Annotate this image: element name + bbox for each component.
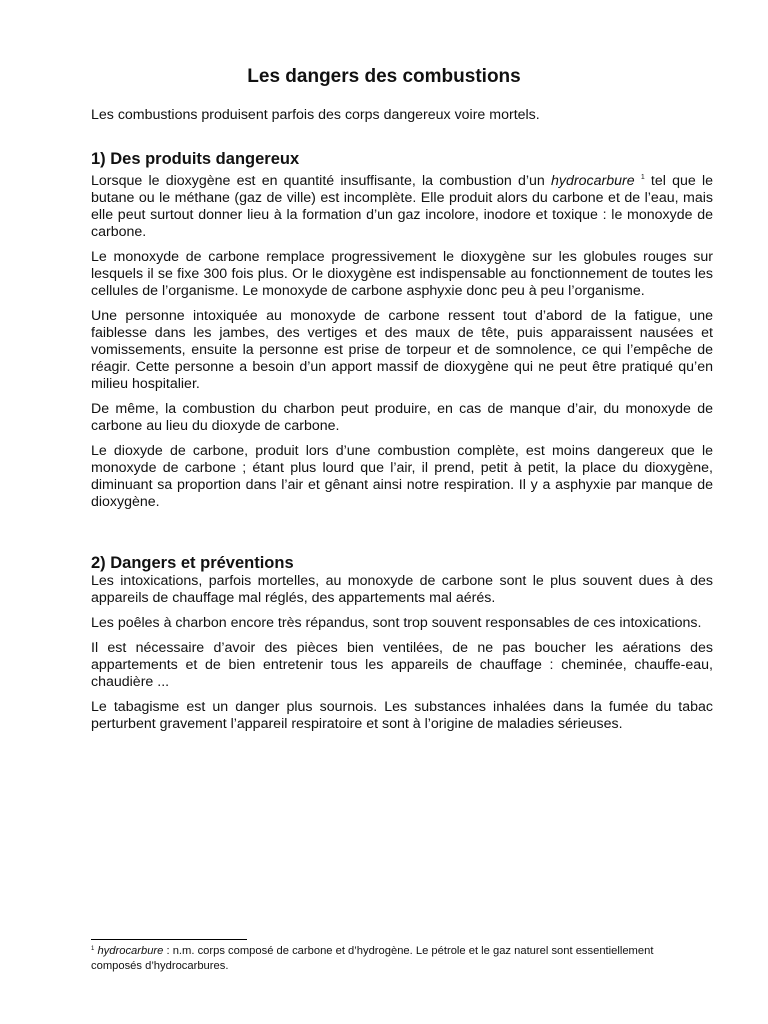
section-heading: 2) Dangers et préventions <box>91 554 294 572</box>
footnote-number: 1 <box>91 946 95 952</box>
glossary-term: hydrocarbure <box>551 173 635 189</box>
paragraph <box>91 169 713 241</box>
section-dangerous-products <box>91 150 713 519</box>
section-heading: 1) Des produits dangereux <box>91 150 300 168</box>
paragraph-text: Lorsque le dioxygène est en quantité insuffisante, la combustion d’un <box>91 173 551 189</box>
paragraph-text: tel que le butane ou le méthane (gaz de ville) est incomplète. Elle produit alors du carbone et de l’eau, mais elle peut surtout donner lieu à la formation d’un gaz incolore, inodore et toxique : le monoxyde de carbone. <box>91 173 713 240</box>
paragraph: Le dioxyde de carbone, produit lors d’une combustion complète, est moins dangereux que le monoxyde de carbone ; étant plus lourd que l’air, il prend, petit à petit, la place du dioxygène, diminuant sa proportion dans l’air et gênant ainsi notre respiration. Il y a asphyxie par manque de dioxygène. <box>91 443 713 510</box>
footnote-term: hydrocarbure <box>97 945 164 957</box>
paragraph: Le monoxyde de carbone remplace progressivement le dioxygène sur les globules rouges sur lesquels il se fixe 300 fois plus. Or le dioxygène est indispensable au fonctionnement de toutes les cellules de l’organisme. Le monoxyde de carbone asphyxie donc peu à peu l’organisme. <box>91 249 713 299</box>
footnote-divider <box>91 939 247 940</box>
page-title: Les dangers des combustions <box>247 66 521 87</box>
footnote <box>91 942 691 974</box>
paragraph: Les intoxications, parfois mortelles, au monoxyde de carbone sont le plus souvent dues à des appareils de chauffage mal réglés, des appartements mal aérés. <box>91 573 713 606</box>
section-dangers-prevention <box>91 554 713 741</box>
intro-paragraph: Les combustions produisent parfois des corps dangereux voire mortels. <box>91 107 540 123</box>
paragraph: Il est nécessaire d’avoir des pièces bien ventilées, de ne pas boucher les aérations des appartements et de bien entretenir tous les appareils de chauffage : cheminée, chauffe-eau, chaudière ... <box>91 640 713 690</box>
footnote-text: : n.m. corps composé de carbone et d’hydrogène. Le pétrole et le gaz naturel sont essentiellement composés d’hydrocarbures. <box>91 945 654 972</box>
footnote-reference[interactable]: 1 <box>640 174 645 181</box>
paragraph: Les poêles à charbon encore très répandus, sont trop souvent responsables de ces intoxications. <box>91 615 702 631</box>
paragraph: De même, la combustion du charbon peut produire, en cas de manque d’air, du monoxyde de carbone au lieu du dioxyde de carbone. <box>91 401 713 434</box>
paragraph: Le tabagisme est un danger plus sournois. Les substances inhalées dans la fumée du tabac perturbent gravement l’appareil respiratoire et sont à l’origine de maladies sérieuses. <box>91 699 713 732</box>
paragraph: Une personne intoxiquée au monoxyde de carbone ressent tout d’abord de la fatigue, une faiblesse dans les jambes, des vertiges et des maux de tête, puis apparaissent nausées et vomissements, ensuite la personne est prise de torpeur et de somnolence, ce qui l’empêche de réagir. Cette personne a besoin d’un apport massif de dioxygène qui ne peut être pratiqué qu’en milieu hospitalier. <box>91 308 713 392</box>
